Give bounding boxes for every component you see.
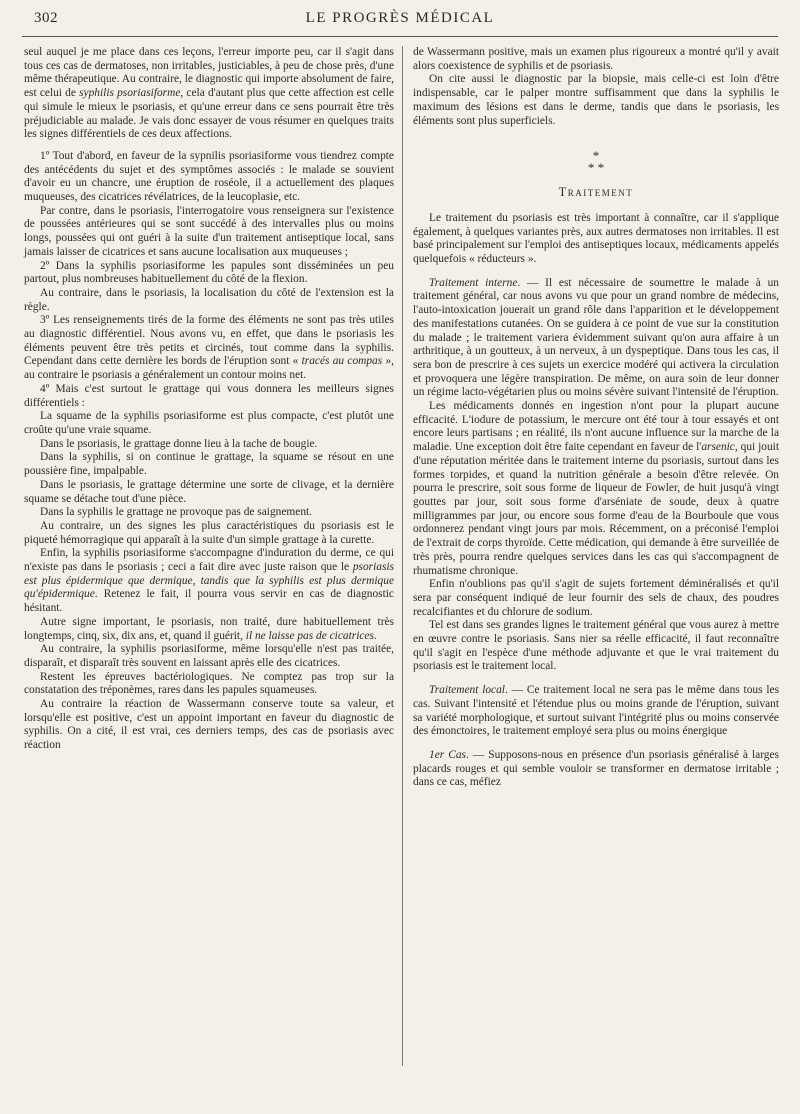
paragraph: seul auquel je me place dans ces leçons, l'erreur importe peu, car il s'agit dans tous ces cas de dermatoses, non irritables, justiciables, à peu de chose près, d'une même thérapeutique. Au contraire, le diagnostic qui importe absolument de faire, est celui de syphilis psoriasiforme, cela d'autant plus que cette affection est celle qui simule le mieux le psoriasis, et qu'une erreur dans ce sens pourrait être très préjudiciable au malade. Je vais donc essayer de vous résumer en quelques traits les signes différentiels de ces deux affections. bbox=[24, 46, 394, 141]
paragraph: La squame de la syphilis psoriasiforme est plus compacte, c'est plutôt une croûte qu'une vraie squame. bbox=[24, 410, 394, 436]
paragraph: Au contraire la réaction de Wassermann conserve toute sa valeur, et lorsqu'elle est positive, c'est un appoint important en faveur du diagnostic de syphilis. On a cité, il est vrai, ces derniers temps, des cas de psoriasis avec réaction bbox=[24, 698, 394, 752]
paragraph: 1er Cas. — Supposons-nous en présence d'un psoriasis généralisé à larges placards rouges et qui semble vouloir se transformer en dermatose irritable ; dans ce cas, méfiez bbox=[413, 748, 779, 789]
paragraph: Au contraire, la syphilis psoriasiforme, même lorsqu'elle n'est pas traitée, disparaît, et disparaît très souvent en laissant après elle des cicatrices. bbox=[24, 643, 394, 669]
paragraph: Dans le psoriasis, le grattage donne lieu à la tache de bougie. bbox=[40, 437, 318, 450]
paragraph: On cite aussi le diagnostic par la biopsie, mais celle-ci est loin d'être indispensable, car le palper montre suffisamment que dans la syphilis le maximum des lésions est dans le derme, tandis que dans le psoriasis, les éléments sont plus superficiels. bbox=[413, 73, 779, 127]
paragraph: Autre signe important, le psoriasis, non traité, dure habituellement très longtemps, cinq, six, dix ans, et, quand il guérit, il ne laisse pas de cicatrices. bbox=[24, 615, 394, 642]
paragraph: de Wassermann positive, mais un examen plus rigoureux a montré qu'il y avait alors coexistence de syphilis et de psoriasis. bbox=[413, 46, 779, 72]
paragraph: Restent les épreuves bactériologiques. Ne comptez pas trop sur la constatation des tréponèmes, rares dans les papules squameuses. bbox=[24, 670, 394, 697]
column-divider bbox=[402, 46, 403, 1066]
paragraph: Traitement interne. — Il est nécessaire de soumettre le malade à un traitement général, car nous avons vu que pour un grand nombre de médecins, l'auto-intoxication jouerait un grand rôle dans l'apparition et le développement des manifestations cutanées. On se guidera à ce point de vue sur la constitution du malade ; le traitement variera évidemment suivant qu'on aura affaire à un arthritique, à un goutteux, à un nerveux, à un dyspeptique. Dans tous les cas, il sera bon de prescrire à ces sujets un exercice modéré qui activera la circulation et provoquera une légère transpiration. De même, on aura soin de leur donner un régime lacto-végétarien plus ou moins sévère suivant l'intensité de l'éruption. bbox=[413, 276, 779, 399]
paragraph: Dans le psoriasis, le grattage détermine une sorte de clivage, et la dernière squame se détache tout d'une pièce. bbox=[24, 478, 394, 505]
paragraph: Le traitement du psoriasis est très important à connaître, car il s'applique également, à quelques variantes près, aux autres dermatoses non irritables. Il est basé principalement sur l'emploi des antiseptiques locaux, médicaments appelés quelquefois « réducteurs ». bbox=[413, 211, 779, 266]
paragraph: Traitement local. — Ce traitement local ne sera pas le même dans tous les cas. Suivant l'intensité et l'étendue plus ou moins grande de l'éruption, suivant sa variété morphologique, et surtout suivant l'intégrité plus ou moins conservée des émonctoires, le traitement employé sera plus ou moins énergique bbox=[413, 684, 779, 738]
paragraph: 1º Tout d'abord, en faveur de la sypnilis psoriasiforme vous tiendrez compte des antécédents du sujet et des symptômes associés : le malade se souvient d'avoir eu un chancre, une éruption de roséole, il a actuellement des plaques muqueuses, des cicatrices révélatrices, de la leucoplasie, etc. bbox=[24, 149, 394, 204]
paragraph: Enfin n'oublions pas qu'il s'agit de sujets fortement déminéralisés et qu'il sera par conséquent indiqué de leur fournir des sels de chaux, des poudres recalcifiantes et du chlorure de sodium. bbox=[413, 578, 779, 618]
paragraph: Dans la syphilis le grattage ne provoque pas de saignement. bbox=[40, 506, 313, 519]
paragraph: Enfin, la syphilis psoriasiforme s'accompagne d'induration du derme, ce qui n'existe pas dans le psoriasis ; ceci a fait dire avec juste raison que le psoriasis est plus épidermique que dermique, tandis que la syphilis est plus dermique qu'épidermique. Retenez le fait, il pourra vous servir en cas de diagnostic hésitant. bbox=[24, 547, 394, 615]
paragraph: Dans la syphilis, si on continue le grattage, la squame se résout en une poussière fine, impalpable. bbox=[24, 451, 394, 478]
paragraph: Au contraire, dans le psoriasis, la localisation du côté de l'extension est la règle. bbox=[24, 286, 394, 313]
paragraph: 2º Dans la syphilis psoriasiforme les papules sont disséminées un peu partout, plus nombreuses habituellement du côté de la flexion. bbox=[24, 259, 394, 286]
page-number: 302 bbox=[34, 10, 58, 26]
right-column bbox=[413, 46, 779, 790]
left-column bbox=[24, 46, 394, 753]
paragraph: Par contre, dans le psoriasis, l'interrogatoire vous renseignera sur l'existence de poussées antérieures qui se sont succédé à des intervalles plus ou moins longs, poussées qui ont guéri à la suite d'un traitement antiseptique local, sans jamais laisser de cicatrices et sans aucune localisation aux muqueuses ; bbox=[24, 204, 394, 258]
section-title: Traitement bbox=[558, 185, 634, 200]
running-head: LE PROGRÈS MÉDICAL bbox=[305, 10, 495, 26]
paragraph: 3º Les renseignements tirés de la forme des éléments ne sont pas très utiles au diagnostic différentiel. Nous avons vu, en effet, que dans le psoriasis les éléments peuvent être très petits et circinés, tout comme dans la syphilis. Cependant dans cette dernière les bords de l'éruption sont « tracés au compas », au contraire le psoriasis a généralement un contour moins net. bbox=[24, 314, 394, 382]
section-separator-asterisks: * * * bbox=[587, 148, 605, 176]
paragraph: Les médicaments donnés en ingestion n'ont pour la plupart aucune efficacité. L'iodure de potassium, le mercure ont été tour à tour essayés et ont encore leurs partisans ; en réalité, ils n'ont aucune influence sur la marche de la maladie. Une exception doit être faite cependant en faveur de l'arsenic, qui jouit d'une réputation méritée dans le traitement interne du psoriasis, surtout dans les formes torpides, et quand la nutrition générale a besoin d'être relevée. On pourra le prescrire, soit sous forme de liqueur de Fowler, de huit jusqu'à vingt gouttes par jour, soit sous forme d'arséniate de soude, deux à quatre milligrammes par jour, ou encore sous forme d'eau de la Bourboule que vous ordonnerez pendant vingt jours par mois. Récemment, on a préconisé l'emploi de l'extrait de corps thyroïde. Cette médication, qui demande à être surveillée de très près, pourra rendre quelques services dans les cas qui s'accompagnent de rhumatisme chronique. bbox=[413, 400, 779, 577]
header-rule bbox=[22, 36, 778, 37]
paragraph: Tel est dans ses grandes lignes le traitement général que vous aurez à mettre en œuvre contre le psoriasis. Sans nier sa réelle efficacité, il faut reconnaître qu'il s'agit en l'espèce d'une méthode adjuvante et que le vrai traitement du psoriasis est le traitement local. bbox=[413, 619, 779, 673]
paragraph: Au contraire, un des signes les plus caractéristiques du psoriasis est le piqueté hémorragique qui apparaît à la suite d'un simple grattage à la curette. bbox=[24, 519, 394, 546]
paragraph: 4º Mais c'est surtout le grattage qui vous donnera les meilleurs signes différentiels : bbox=[24, 382, 394, 409]
